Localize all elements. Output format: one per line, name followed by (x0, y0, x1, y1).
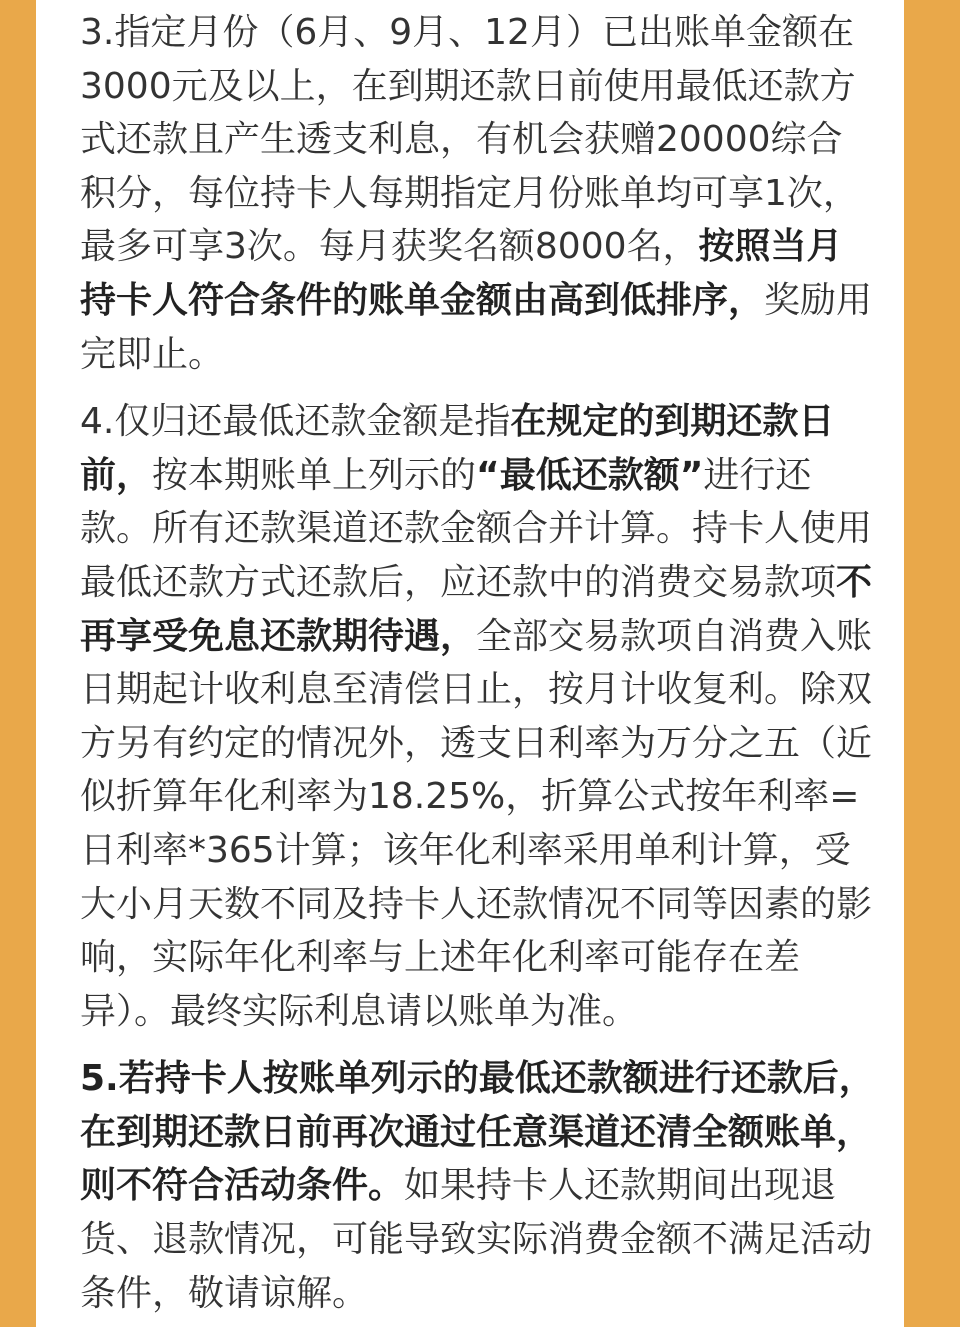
clause-4-text-3: 进行还款。所有还款渠道还款金额合并计算。持卡人使用最低还款方式还款后，应还款中的消费交易款项 (80, 454, 873, 603)
clause-4-emphasis-due-date: 在规定的到期还款日前， (80, 401, 835, 496)
clause-4-emphasis-no-grace: 不再享受免息还款期待遇， (80, 561, 873, 657)
clause-4 (80, 395, 876, 1038)
clause-5 (80, 1052, 876, 1320)
clause-3-text: 3.指定月份（6月、9月、12月）已出账单金额在3000元及以上，在到期还款日前使用最低还款方式还款且产生透支利息，有机会获赠20000综合积分，每位持卡人每期指定月份账单均可享1次，最多可享3次。每月获奖名额8000名， (80, 12, 859, 268)
clause-4-emphasis-min-payment: “最低还款额” (476, 454, 704, 496)
terms-panel (36, 0, 904, 1327)
clause-3-emphasis: 按照当月持卡人符合条件的账单金额由高到低排序， (80, 226, 843, 321)
clause-3 (80, 6, 876, 381)
clause-4-text-4: 全部交易款项自消费入账日期起计收利息至清偿日止，按月计收复利。除双方另有约定的情况外，透支日利率为万分之五（近似折算年化利率为18.25%，折算公式按年利率=日利率*365计算；该年化利率采用单利计算，受大小月天数不同及持卡人还款情况不同等因素的影响，实际年化利率与上述年化利率可能存在差异）。最终实际利息请以账单为准。 (80, 615, 873, 1032)
clause-4-text: 4.仅归还最低还款金额是指 (80, 401, 511, 443)
clause-5-text: 如果持卡人还款期间出现退货、退款情况，可能导致实际消费金额不满足活动条件，敬请谅解。 (80, 1165, 873, 1314)
clause-3-tail: 奖励用完即止。 (80, 279, 873, 375)
clause-4-text-2: 按本期账单上列示的 (152, 454, 477, 496)
clause-5-emphasis: 5.若持卡人按账单列示的最低还款额进行还款后，在到期还款日前再次通过任意渠道还清全额账单，则不符合活动条件。 (80, 1058, 875, 1207)
